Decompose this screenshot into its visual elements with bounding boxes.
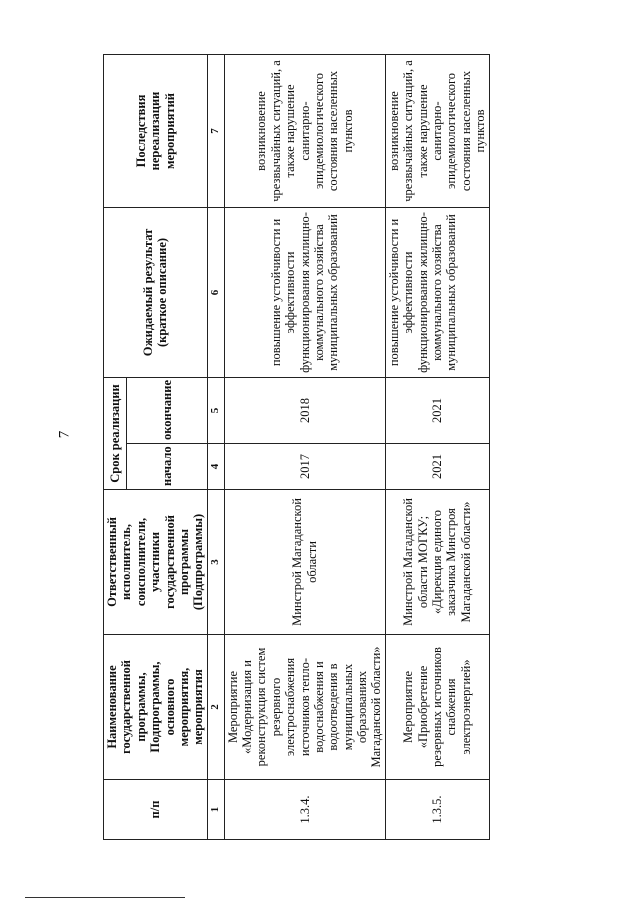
row-start: 2021 xyxy=(385,444,489,490)
table-row xyxy=(385,54,489,839)
rotated-table-page xyxy=(103,55,487,840)
row-executor: Минстрой Магаданской области xyxy=(224,490,385,635)
table-row xyxy=(224,54,385,839)
header-start: начало xyxy=(127,444,208,490)
page-number: 7 xyxy=(56,430,73,439)
row-consequences: возникновение чрезвычайных ситуаций, а также нарушение санитарно-эпидемиологического состояния населенных пунктов xyxy=(224,54,385,207)
row-consequences: возникновение чрезвычайных ситуаций, а также нарушение санитарно-эпидемиологического состояния населенных пунктов xyxy=(385,54,489,207)
header-end: окончание xyxy=(127,377,208,443)
index-cell: 1 xyxy=(207,780,224,840)
index-cell: 7 xyxy=(207,54,224,207)
row-executor: Минстрой Магаданской области МОГКУ; «Дирекция единого заказчика Минстроя Магаданской области» xyxy=(385,490,489,635)
header-name: Наименование государственной программы, Подпрограммы, основного мероприятия, мероприятия xyxy=(104,635,208,780)
row-start: 2017 xyxy=(224,444,385,490)
row-end: 2021 xyxy=(385,377,489,443)
row-name: Мероприятие «Модернизация и реконструкция систем резервного электроснабжения источников тепло-водоснабжения и водоотведения в муниципальных образованиях Магаданской области» xyxy=(224,635,385,780)
header-num: п/п xyxy=(104,780,208,840)
index-row xyxy=(207,54,224,839)
index-cell: 3 xyxy=(207,490,224,635)
header-result: Ожидаемый результат (краткое описание) xyxy=(104,207,208,377)
header-row-1 xyxy=(104,54,127,839)
header-term: Срок реализации xyxy=(104,377,127,489)
index-cell: 4 xyxy=(207,444,224,490)
header-executor: Ответственный исполнитель, соисполнители, участники государственной программы (Подпрограммы) xyxy=(104,490,208,635)
row-result: повышение устойчивости и эффективности функционирования жилищно-коммунального хозяйства муниципальных образований xyxy=(385,207,489,377)
row-name: Мероприятие «Приобретение резервных источников снабжения электроэнергией» xyxy=(385,635,489,780)
bottom-rule xyxy=(25,897,185,898)
index-cell: 2 xyxy=(207,635,224,780)
index-cell: 6 xyxy=(207,207,224,377)
row-end: 2018 xyxy=(224,377,385,443)
row-num: 1.3.4. xyxy=(224,780,385,840)
row-result: повышение устойчивости и эффективности функционирования жилищно-коммунального хозяйства муниципальных образований xyxy=(224,207,385,377)
index-cell: 5 xyxy=(207,377,224,443)
header-consequences: Последствия нереализации мероприятий xyxy=(104,54,208,207)
program-measures-table xyxy=(103,54,490,840)
row-num: 1.3.5. xyxy=(385,780,489,840)
